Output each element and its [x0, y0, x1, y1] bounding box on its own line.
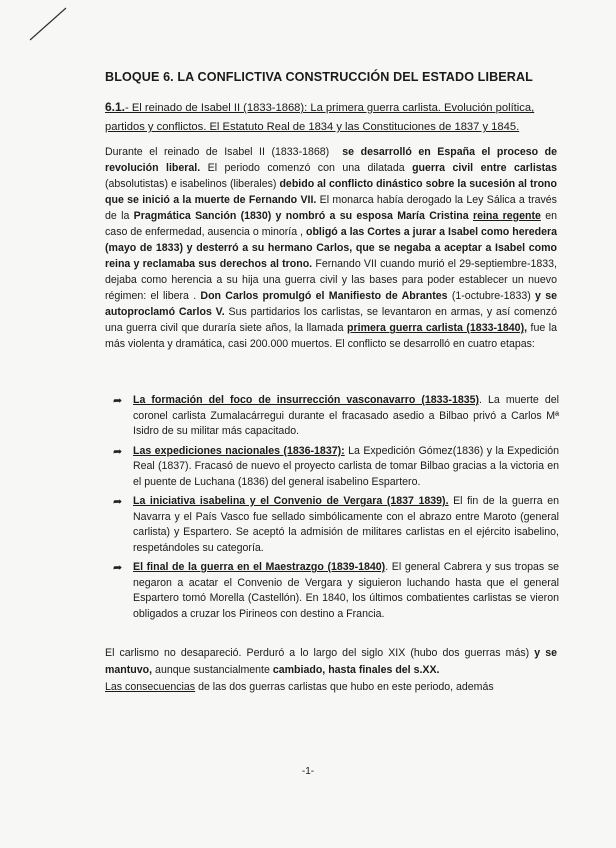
text-span: de las dos guerras carlistas que hubo en este periodo, además	[198, 681, 494, 693]
section-subtitle-text: - El reinado de Isabel II (1833-1868): La primera guerra carlista. Evolución política, partidos y conflictos. El Estatuto Real de 1834 y las Constituciones de 1837 y 1845.	[105, 102, 535, 133]
closing-paragraph	[105, 645, 557, 696]
text-span: El periodo comenzó con una dilatada	[207, 162, 405, 174]
text-span: y se autoproclamó Carlos V.	[105, 290, 557, 318]
text-span: Durante el reinado de Isabel II (1833-1868)	[105, 146, 330, 158]
text-span: guerra civil entre carlistas	[412, 162, 557, 174]
intro-paragraph	[105, 144, 557, 352]
text-span: Sus partidarios los carlistas, se levantaron en armas, y así comenzó una guerra civil que duraría siete años, la llamada	[105, 306, 557, 334]
text-span: Fernando VII cuando murió el 29-septiembre-1833, dejaba como herencia a su hija una guerra civil y las bases para poder establecer un nuevo régimen: el libera .	[105, 258, 557, 302]
text-span: Pragmática Sanción (1830) y nombró a su esposa María Cristina	[133, 210, 469, 222]
text-span: cambiado, hasta finales del s.XX.	[272, 664, 440, 676]
stage-heading: La iniciativa isabelina y el Convenio de Vergara (1837 1839).	[133, 495, 449, 507]
list-item	[113, 494, 559, 556]
stage-text: La Expedición Gómez(1836) y la Expedición Real (1837). Fracasó de nuevo el proyecto carlista de tomar Bilbao gracias a la victoria en el puente de Luchana (1836) del general isabelino Espartero.	[133, 444, 559, 488]
text-span: en caso de enfermedad, ausencia o minoría ,	[105, 210, 557, 238]
list-item	[113, 560, 559, 622]
stage-heading: Las expediciones nacionales (1836-1837):	[133, 444, 345, 457]
arrow-bullet-icon: ➦	[113, 562, 123, 574]
text-span: Don Carlos promulgó el Manifiesto de Abrantes	[200, 290, 448, 302]
text-span: (1-octubre-1833)	[451, 290, 531, 302]
text-span: fue la más violenta y dramática, casi 200.000 muertos. El conflicto se desarrolló en cuatro etapas:	[105, 322, 557, 350]
pen-mark	[28, 6, 68, 42]
text-span: El carlismo no desapareció. Perduró a lo largo del siglo XIX (hubo dos guerras más)	[105, 647, 530, 659]
text-span: obligó a las Cortes a jurar a Isabel como heredera (mayo de 1833) y desterró a su hermano Carlos, que se negaba a aceptar a Isabel como reina y reclamaba sus derechos al trono.	[105, 226, 557, 270]
list-item	[113, 393, 559, 440]
arrow-bullet-icon: ➦	[113, 395, 123, 407]
text-span: El monarca había derogado la Ley Sálica a través de la	[105, 194, 557, 222]
page-title: BLOQUE 6. LA CONFLICTIVA CONSTRUCCIÓN DEL ESTADO LIBERAL	[105, 70, 533, 84]
text-span: reina regente	[472, 210, 541, 222]
stage-text: El fin de la guerra en Navarra y el País Vasco fue sellado simbólicamente con el abrazo entre Maroto (general carlista) y Espartero. Se aceptó la admisión de militares carlistas en el ejército isabelino, respetándoles su categoría.	[133, 495, 559, 554]
stage-text: . La muerte del coronel carlista Zumalacárregui durante el fracasado asedio a Bilbao privó a Carlos Mª Isidro de su militar más capacitado.	[133, 394, 559, 437]
text-span: (absolutistas) e isabelinos (liberales)	[105, 178, 277, 190]
stage-heading: El final de la guerra en el Maestrazgo (1839-1840)	[133, 561, 386, 573]
section-subtitle	[105, 98, 555, 137]
stages-list	[113, 393, 559, 626]
text-span: y se mantuvo,	[105, 647, 557, 676]
text-span: primera guerra carlista (1833-1840),	[347, 322, 528, 334]
list-item	[113, 444, 559, 491]
text-span: se desarrolló en España el proceso de revolución liberal.	[105, 146, 557, 174]
stage-heading: La formación del foco de insurrección vasconavarro (1833-1835)	[133, 394, 480, 406]
arrow-bullet-icon: ➦	[113, 496, 123, 508]
text-span: debido al conflicto dinástico sobre la sucesión al trono que se inició a la muerte de Fernando VII.	[105, 178, 558, 206]
text-span: aunque sustancialmente	[155, 664, 270, 676]
section-number: 6.1.	[105, 100, 126, 114]
text-span: Las consecuencias	[105, 681, 196, 693]
stage-text: . El general Cabrera y sus tropas se negaron a acatar el Convenio de Vergara y siguieron luchando hasta que el general Espartero tomó Morella (Castellón). En 1840, los últimos combatientes carlistas se vieron obligados a cruzar los Pirineos con destino a Francia.	[133, 561, 560, 620]
page-number: -1-	[301, 766, 315, 777]
arrow-bullet-icon: ➦	[113, 445, 123, 458]
